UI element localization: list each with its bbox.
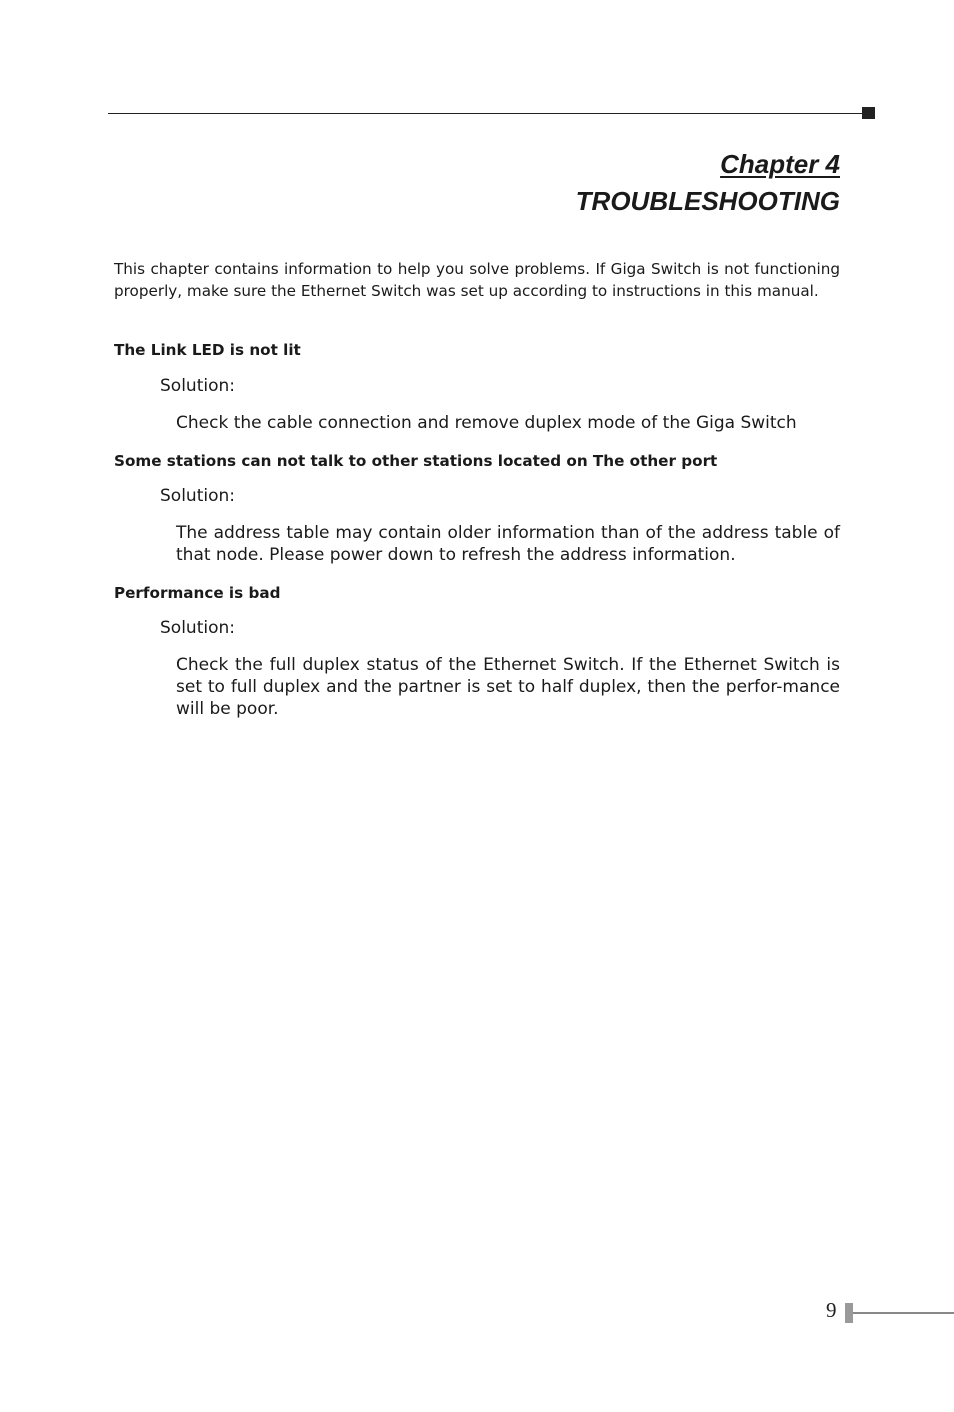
solution-text: Check the full duplex status of the Ethernet Switch. If the Ethernet Switch is set to full duplex and the partner is set to half duplex, then the perfor-mance will be poor.	[176, 655, 840, 719]
footer-rule	[853, 1312, 954, 1314]
header-rule	[108, 113, 864, 114]
footer-bar-marker	[845, 1303, 853, 1323]
chapter-heading	[576, 146, 840, 220]
issue-heading-link-led: The Link LED is not lit	[114, 341, 301, 359]
issue-heading-stations: Some stations can not talk to other stations located on The other port	[114, 452, 718, 470]
chapter-title: TROUBLESHOOTING	[575, 186, 840, 216]
solution-text: The address table may contain older information than of the address table of that node. Please power down to refresh the address information.	[176, 523, 840, 565]
issue-heading-performance: Performance is bad	[114, 584, 281, 602]
solution-label: Solution:	[160, 618, 235, 638]
header-square-marker	[862, 107, 875, 119]
chapter-label: Chapter 4	[720, 149, 840, 179]
solution-label: Solution:	[160, 486, 235, 506]
intro-paragraph: This chapter contains information to help you solve problems. If Giga Switch is not functioning properly, make sure the Ethernet Switch was set up according to instructions in this manual.	[114, 260, 840, 300]
page-number: 9	[826, 1298, 837, 1322]
solution-label: Solution:	[160, 376, 235, 396]
solution-text: Check the cable connection and remove duplex mode of the Giga Switch	[176, 413, 797, 433]
